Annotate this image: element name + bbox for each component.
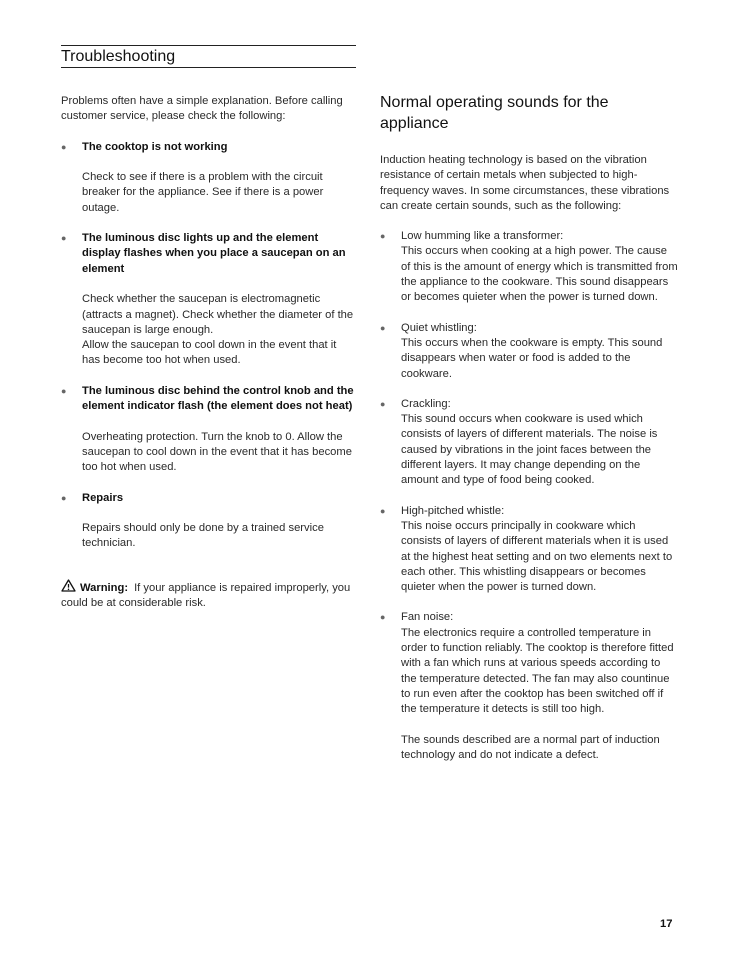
bullet-icon: ● (61, 141, 67, 152)
bullet-icon: ● (380, 231, 386, 242)
right-column (380, 93, 678, 763)
sound-item (380, 397, 678, 489)
bullet-icon: ● (380, 322, 386, 333)
sound-label: Low humming like a transformer: (401, 230, 564, 243)
sounds-intro: Induction heating technology is based on the vibration resistance of certain metals when subjected to high-frequency waves. In some circumstances, these vibrations can create certain sounds, such as the following: (380, 154, 670, 212)
sound-text: This occurs when cooking at a high power. The cause of this is the amount of energy which is transmitted from the appliance to the cookware. This sound disappears or becomes quieter when the power is turned down. (401, 245, 678, 304)
sounds-heading: Normal operating sounds for the appliance (380, 94, 609, 132)
intro-paragraph: Problems often have a simple explanation. Before calling customer service, please check the following: (61, 95, 343, 123)
issue-text: Repairs should only be done by a trained service technician. (82, 522, 324, 550)
sound-item (380, 504, 678, 596)
sound-text: This sound occurs when cookware is used which consists of layers of different materials. The noise is caused by vibrations in the joint faces between the different layers. It may change depending on the amount and type of food being cooked. (401, 413, 658, 487)
sound-label: High-pitched whistle: (401, 504, 505, 517)
warning-label: Warning: (80, 582, 129, 594)
sound-text: The electronics require a controlled temperature in order to function reliably. The cooktop is therefore fitted with a fan which runs at various speeds according to the temperature detected. The fan may also countinue to run even after the cooktop has been switched off if the temperature it detects is still too high. (401, 626, 674, 716)
bullet-icon: ● (61, 385, 67, 396)
sound-label: Quiet whistling: (401, 321, 477, 334)
issue-title: The luminous disc behind the control knob and the element indicator flash (the element does not heat) (82, 384, 354, 413)
issue-text-continued: Allow the saucepan to cool down in the event that it has become too hot when used. (82, 339, 337, 367)
sound-label: Fan noise: (401, 611, 454, 624)
issue-text: Overheating protection. Turn the knob to 0. Allow the saucepan to cool down in the event that it has become too hot when used. (82, 430, 352, 474)
left-column (61, 94, 357, 552)
bullet-icon: ● (61, 492, 67, 503)
sound-text: This noise occurs principally in cookware which consists of layers of different materials when it is used at the highest heat setting and on two elements next to each other. This whistling disappears or becomes quieter when the power is turned down. (401, 519, 673, 594)
warning-note (61, 579, 357, 612)
warning-triangle-icon (61, 579, 76, 592)
issue-item (61, 140, 357, 216)
sound-text: This occurs when the cookware is empty. This sound disappears when water or food is added to the cookware. (401, 336, 663, 380)
section-title: Troubleshooting (61, 48, 176, 65)
issue-text: Check whether the saucepan is electromagnetic (attracts a magnet). Check whether the diameter of the saucepan is large enough. (82, 293, 354, 336)
issue-item (61, 491, 357, 552)
bullet-icon: ● (380, 398, 386, 409)
issue-title: The luminous disc lights up and the element display flashes when you place a saucepan on an element (82, 232, 346, 275)
sound-item (380, 610, 678, 763)
issue-title: The cooktop is not working (82, 140, 228, 153)
bullet-icon: ● (380, 612, 386, 623)
sound-item (380, 229, 678, 305)
sound-item (380, 321, 678, 382)
warning-text: If your appliance is repaired improperly, you could be at considerable risk. (61, 582, 351, 610)
issue-text: Check to see if there is a problem with the circuit breaker for the appliance. See if there is a power outage. (82, 171, 324, 214)
issue-title: Repairs (82, 491, 124, 504)
bullet-icon: ● (380, 505, 386, 516)
page-number: 17 (660, 918, 673, 930)
section-header (61, 45, 356, 68)
bullet-icon: ● (61, 233, 67, 244)
closing-note: The sounds described are a normal part of induction technology and do not indicate a defect. (401, 733, 660, 762)
issue-item (61, 231, 357, 369)
issue-item (61, 384, 357, 476)
sound-label: Crackling: (401, 397, 451, 410)
